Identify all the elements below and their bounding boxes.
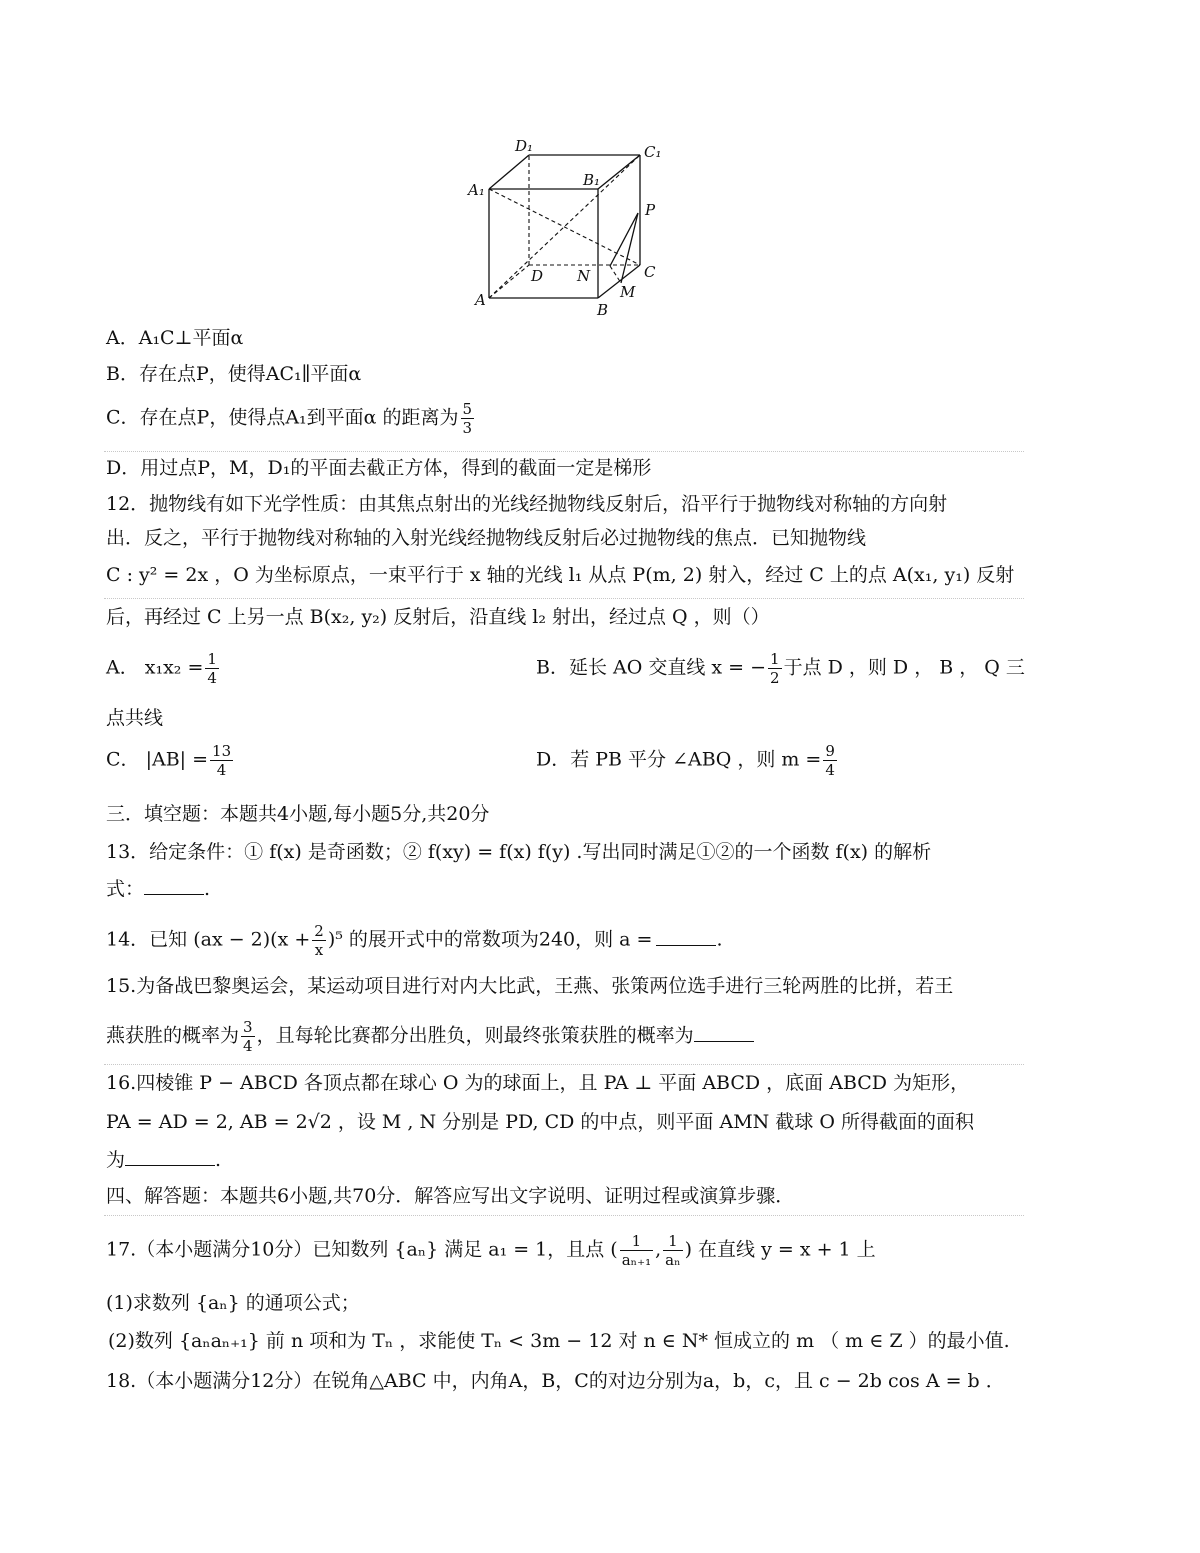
label-C1: C₁ (644, 143, 662, 161)
q12-option-a: A． x₁x₂ = $\frac{1}{4}$ (106, 650, 217, 687)
q17-part-1: (1)求数列 {aₙ} 的通项公式； (106, 1292, 360, 1314)
label-A: A (475, 291, 486, 309)
fraction: $\frac{9}{4}$ (825, 742, 835, 779)
edge-C1B1 (598, 155, 640, 189)
label-C: C (644, 263, 656, 281)
divider (104, 1064, 1024, 1065)
divider (104, 1215, 1024, 1216)
q12-line-4: 后，再经过 C 上另一点 B(x₂, y₂) 反射后，沿直线 l₂ 射出，经过点 Q ，则（） (106, 606, 770, 628)
cube-figure (460, 135, 690, 320)
q12-option-b-continued: 点共线 (106, 707, 164, 729)
q16-line-2: PA = AD = 2, AB = 2√2 ，设 M , N 分别是 PD, CD 的中点，则平面 AMN 截球 O 所得截面的面积 (106, 1111, 974, 1133)
divider (104, 451, 1024, 452)
edge-A1D1 (489, 155, 529, 189)
diagonal-A1C (489, 189, 640, 265)
q11-option-c-text: C．存在点P，使得点A₁到平面α 的距离为 (106, 406, 459, 429)
fraction: $\frac{2}{x}$ (314, 922, 324, 959)
q12-option-b: B．延长 AO 交直线 x = − $\frac{1}{2}$ 于点 D ，则 D ， B ， Q 三 (536, 650, 1025, 687)
q17-part-2: (2)数列 {aₙaₙ₊₁} 前 n 项和为 Tₙ ，求能使 Tₙ < 3m − 12 对 n ∈ N* 恒成立的 m （ m ∈ Z ）的最小值. (108, 1330, 1010, 1352)
fraction: $\frac{13}{4}$ (212, 742, 232, 779)
q11-option-a: A．A₁C⊥平面α (106, 327, 244, 349)
q12-line-3: C : y² = 2x ，O 为坐标原点，一束平行于 x 轴的光线 l₁ 从点 P(m, 2) 射入，经过 C 上的点 A(x₁, y₁) 反射 (106, 564, 1015, 586)
q12-option-d: D．若 PB 平分 ∠ABQ ，则 m = $\frac{9}{4}$ (536, 742, 835, 779)
q14-line: 14．已知 (ax − 2)(x + $\frac{2}{x}$ )⁵ 的展开式中的常数项为240，则 a = . (106, 922, 723, 959)
q12-line-2: 出．反之，平行于抛物线对称轴的入射光线经抛物线反射后必过抛物线的焦点．已知抛物线 (106, 527, 867, 549)
fraction: $\frac{1}{\text{aₙ₊₁}}$ (621, 1232, 652, 1269)
q11-option-d: D．用过点P，M，D₁的平面去截正方体，得到的截面一定是梯形 (106, 457, 652, 479)
q13-line-2: 式： . (106, 878, 211, 900)
answer-blank (125, 1151, 215, 1166)
fraction: $\frac{3}{4}$ (243, 1018, 253, 1055)
label-B1: B₁ (583, 171, 601, 189)
section-4-heading: 四、解答题：本题共6小题,共70分．解答应写出文字说明、证明过程或演算步骤． (106, 1185, 795, 1207)
q16-line-3: 为 . (106, 1149, 222, 1171)
label-M: M (620, 283, 636, 301)
fraction: $\frac{1}{\text{aₙ}}$ (665, 1232, 681, 1269)
q15-line-2: 燕获胜的概率为 $\frac{3}{4}$ ，且每轮比赛都分出胜负，则最终张策获胜的概率为 (106, 1018, 1026, 1055)
fraction: $\frac{1}{4}$ (207, 650, 217, 687)
label-A1: A₁ (468, 181, 485, 199)
q17-stem: 17.（本小题满分10分）已知数列 {aₙ} 满足 a₁ = 1，且点 ( $\frac{1}{\text{aₙ₊₁}}$ , $\frac{1}{\text{aₙ}}$ ) 在直线 y = x + 1 上 (106, 1232, 876, 1269)
label-D: D (531, 267, 544, 285)
q12-option-c: C． |AB| = $\frac{13}{4}$ (106, 742, 232, 779)
label-N: N (577, 267, 591, 285)
fraction: $\frac{1}{2}$ (770, 650, 780, 687)
divider (104, 598, 1024, 599)
segment-NM (610, 266, 621, 283)
q11-option-b: B．存在点P，使得AC₁∥平面α (106, 363, 362, 385)
q15-line-1: 15.为备战巴黎奥运会，某运动项目进行对内大比武，王燕、张策两位选手进行三轮两胜的比拼，若王 (106, 975, 954, 997)
label-D1: D₁ (515, 137, 534, 155)
label-B: B (597, 301, 609, 319)
answer-blank (144, 880, 204, 895)
q13-line-1: 13．给定条件：① f(x) 是奇函数；② f(xy) = f(x) f(y) .写出同时满足①②的一个函数 f(x) 的解析 (106, 841, 932, 863)
q16-line-1: 16.四棱锥 P − ABCD 各顶点都在球心 O 为的球面上，且 PA ⊥ 平面 ABCD ，底面 ABCD 为矩形， (106, 1072, 970, 1094)
section-3-heading: 三．填空题：本题共4小题,每小题5分,共20分 (106, 803, 490, 825)
q18-line-1: 18.（本小题满分12分）在锐角△ABC 中，内角A，B，C的对边分别为a，b，c，且 c − 2b cos A = b ． (106, 1370, 1005, 1392)
q12-line-1: 12．抛物线有如下光学性质：由其焦点射出的光线经抛物线反射后，沿平行于抛物线对称轴的方向射 (106, 493, 948, 515)
q11-option-c (106, 400, 1026, 437)
label-P: P (645, 201, 656, 219)
fraction: $\frac{5}{3}$ (462, 400, 473, 437)
answer-blank (694, 1027, 754, 1042)
answer-blank (656, 931, 716, 946)
segment-NP (610, 213, 638, 266)
